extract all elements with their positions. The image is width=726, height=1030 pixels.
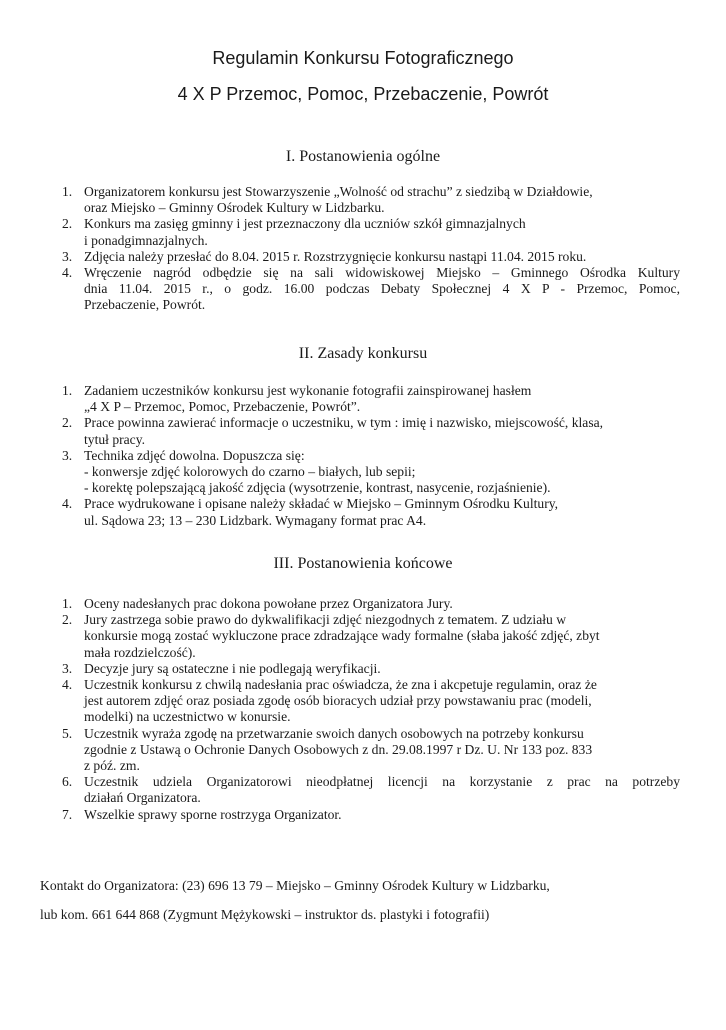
list-item: 3. Zdjęcia należy przesłać do 8.04. 2015 r. Rozstrzygnięcie konkursu nastąpi 11.04. 2015 roku.	[40, 249, 680, 265]
item-line: tytuł pracy.	[84, 431, 146, 447]
list-item: 5. Uczestnik wyraża zgodę na przetwarzanie swoich danych osobowych na potrzeby konkursu zgodnie z Ustawą o Ochronie Danych Osobowych z dn. 29.08.1997 r Dz. U. Nr 133 poz. 833 z póź. zm.	[40, 726, 680, 775]
item-line: jest autorem zdjęć oraz posiada zgodę osób bioracych udział przy powstawaniu prac (modeli,	[84, 693, 592, 709]
item-line: ul. Sądowa 23; 13 – 230 Lidzbark. Wymagany format prac A4.	[84, 512, 427, 528]
item-line: Uczestnik konkursu z chwilą nadesłania prac oświadcza, że zna i akcpetuje regulamin, oraz że	[84, 677, 597, 693]
list-item: 4. Prace wydrukowane i opisane należy składać w Miejsko – Gminnym Ośrodku Kultury, ul. Sądowa 23; 13 – 230 Lidzbark. Wymagany format prac A4.	[40, 496, 680, 528]
list-item: 3. Technika zdjęć dowolna. Dopuszcza się: - konwersje zdjęć kolorowych do czarno – białych, lub sepii; - korektę polepszającą jakość zdjęcia (wysotrzenie, kontrast, nasycenie, rozjaśnienie).	[40, 448, 680, 497]
list-item: 2. Jury zastrzega sobie prawo do dykwalifikacji zdjęć niezgodnych z tematem. Z udziału w konkursie mogą zostać wykluczone prace zdradzające wady formalne (słaba jakość zdjęć, zbyt mała rozdzielczość).	[40, 612, 680, 661]
item-line: „4 X P – Przemoc, Pomoc, Przebaczenie, Powrót”.	[84, 399, 361, 415]
item-line: modelki) na uczestnictwo w konursie.	[84, 709, 291, 725]
list-item: 6. Uczestnik udziela Organizatorowi nieodpłatnej licencji na korzystanie z prac na potrzeby działań Organizatora.	[62, 774, 680, 806]
item-line: Prace wydrukowane i opisane należy składać w Miejsko – Gminnym Ośrodku Kultury,	[84, 496, 559, 512]
contact-line: Kontakt do Organizatora: (23) 696 13 79 – Miejsko – Gminny Ośrodek Kultury w Lidzbarku,	[40, 878, 550, 893]
document-subtitle: 4 X P Przemoc, Pomoc, Przebaczenie, Powrót	[177, 84, 549, 104]
item-line: Organizatorem konkursu jest Stowarzyszenie „Wolność od strachu” z siedzibą w Działdowie,	[84, 184, 593, 199]
item-line: Zdjęcia należy przesłać do 8.04. 2015 r. Rozstrzygnięcie konkursu nastąpi 11.04. 2015 roku.	[84, 248, 587, 264]
list-item: 1. Oceny nadesłanych prac dokona powołane przez Organizatora Jury.	[40, 596, 680, 612]
list-item: 4. Wręczenie nagród odbędzie się na sali widowiskowej Miejsko – Gminnego Ośrodka Kultury dnia 11.04. 2015 r., o godz. 16.00 podczas Debaty Społecznej 4 X P - Przemoc, Pomoc, Przebaczenie, Powrót.	[62, 265, 680, 313]
item-line: i ponadgimnazjalnych.	[84, 232, 208, 248]
item-line: mała rozdzielczość).	[84, 644, 196, 660]
item-line: Decyzje jury są ostateczne i nie podlegają weryfikacji.	[84, 660, 381, 676]
contact-line-mobile: lub kom. 661 644 868 (Zygmunt Mężykowski – instruktor ds. plastyki i fotografii)	[40, 907, 490, 922]
section-list-rules	[40, 383, 680, 529]
item-line: Przebaczenie, Powrót.	[84, 297, 206, 313]
item-line: zgodnie z Ustawą o Ochronie Danych Osobowych z dn. 29.08.1997 r Dz. U. Nr 133 poz. 833	[84, 741, 593, 757]
list-item: 7. Wszelkie sprawy sporne rostrzyga Organizator.	[40, 807, 680, 823]
item-line: Oceny nadesłanych prac dokona powołane przez Organizatora Jury.	[84, 596, 453, 611]
item-line: działań Organizatora.	[84, 790, 201, 806]
item-line: z póź. zm.	[84, 758, 140, 774]
section-list-general	[40, 184, 680, 314]
item-line: Zadaniem uczestników konkursu jest wykonanie fotografii zainspirowanej hasłem	[84, 383, 532, 398]
item-line: - korektę polepszającą jakość zdjęcia (wysotrzenie, kontrast, nasycenie, rozjaśnienie).	[84, 480, 551, 496]
item-line: oraz Miejsko – Gminny Ośrodek Kultury w Lidzbarku.	[84, 200, 385, 216]
section-heading-final: III. Postanowienia końcowe	[273, 555, 453, 572]
item-line: Prace powinna zawierać informacje o uczestniku, w tym : imię i nazwisko, miejscowość, klasa,	[84, 415, 604, 431]
item-line: Technika zdjęć dowolna. Dopuszcza się:	[84, 447, 305, 463]
item-line: Uczestnik wyraża zgodę na przetwarzanie swoich danych osobowych na potrzeby konkursu	[84, 725, 584, 741]
item-line: Uczestnik udziela Organizatorowi nieodpłatnej licencji na korzystanie z prac na potrzeby	[84, 774, 680, 790]
document-title: Regulamin Konkursu Fotograficznego	[212, 48, 514, 68]
item-line: konkursie mogą zostać wykluczone prace zdradzające wady formalne (słaba jakość zdjęć, zbyt	[84, 628, 600, 644]
list-item: 4. Uczestnik konkursu z chwilą nadesłania prac oświadcza, że zna i akcpetuje regulamin, oraz że jest autorem zdjęć oraz posiada zgodę osób bioracych udział przy powstawaniu prac (modeli, modelki) na uczestnictwo w konursie.	[40, 677, 680, 726]
list-item: 2. Konkurs ma zasięg gminny i jest przeznaczony dla uczniów szkół gimnazjalnych i ponadgimnazjalnych.	[40, 216, 680, 248]
item-line: Wszelkie sprawy sporne rostrzyga Organizator.	[84, 806, 342, 822]
list-item: 2. Prace powinna zawierać informacje o uczestniku, w tym : imię i nazwisko, miejscowość, klasa, tytuł pracy.	[40, 415, 680, 447]
section-heading-rules: II. Zasady konkursu	[298, 345, 428, 362]
item-line: dnia 11.04. 2015 r., o godz. 16.00 podczas Debaty Społecznej 4 X P - Przemoc, Pomoc,	[84, 281, 680, 297]
list-item: 1. Zadaniem uczestników konkursu jest wykonanie fotografii zainspirowanej hasłem „4 X P – Przemoc, Pomoc, Przebaczenie, Powrót”.	[40, 383, 680, 415]
item-line: Wręczenie nagród odbędzie się na sali widowiskowej Miejsko – Gminnego Ośrodka Kultury	[84, 265, 680, 281]
list-item: 1. Organizatorem konkursu jest Stowarzyszenie „Wolność od strachu” z siedzibą w Działdowie, oraz Miejsko – Gminny Ośrodek Kultury w Lidzbarku.	[40, 184, 680, 216]
item-line: Jury zastrzega sobie prawo do dykwalifikacji zdjęć niezgodnych z tematem. Z udziału w	[84, 612, 567, 628]
section-heading-general: I. Postanowienia ogólne	[285, 148, 441, 165]
item-line: Konkurs ma zasięg gminny i jest przeznaczony dla uczniów szkół gimnazjalnych	[84, 216, 526, 232]
section-list-final	[40, 596, 680, 823]
item-line: - konwersje zdjęć kolorowych do czarno – białych, lub sepii;	[84, 464, 416, 480]
list-item: 3. Decyzje jury są ostateczne i nie podlegają weryfikacji.	[40, 661, 680, 677]
